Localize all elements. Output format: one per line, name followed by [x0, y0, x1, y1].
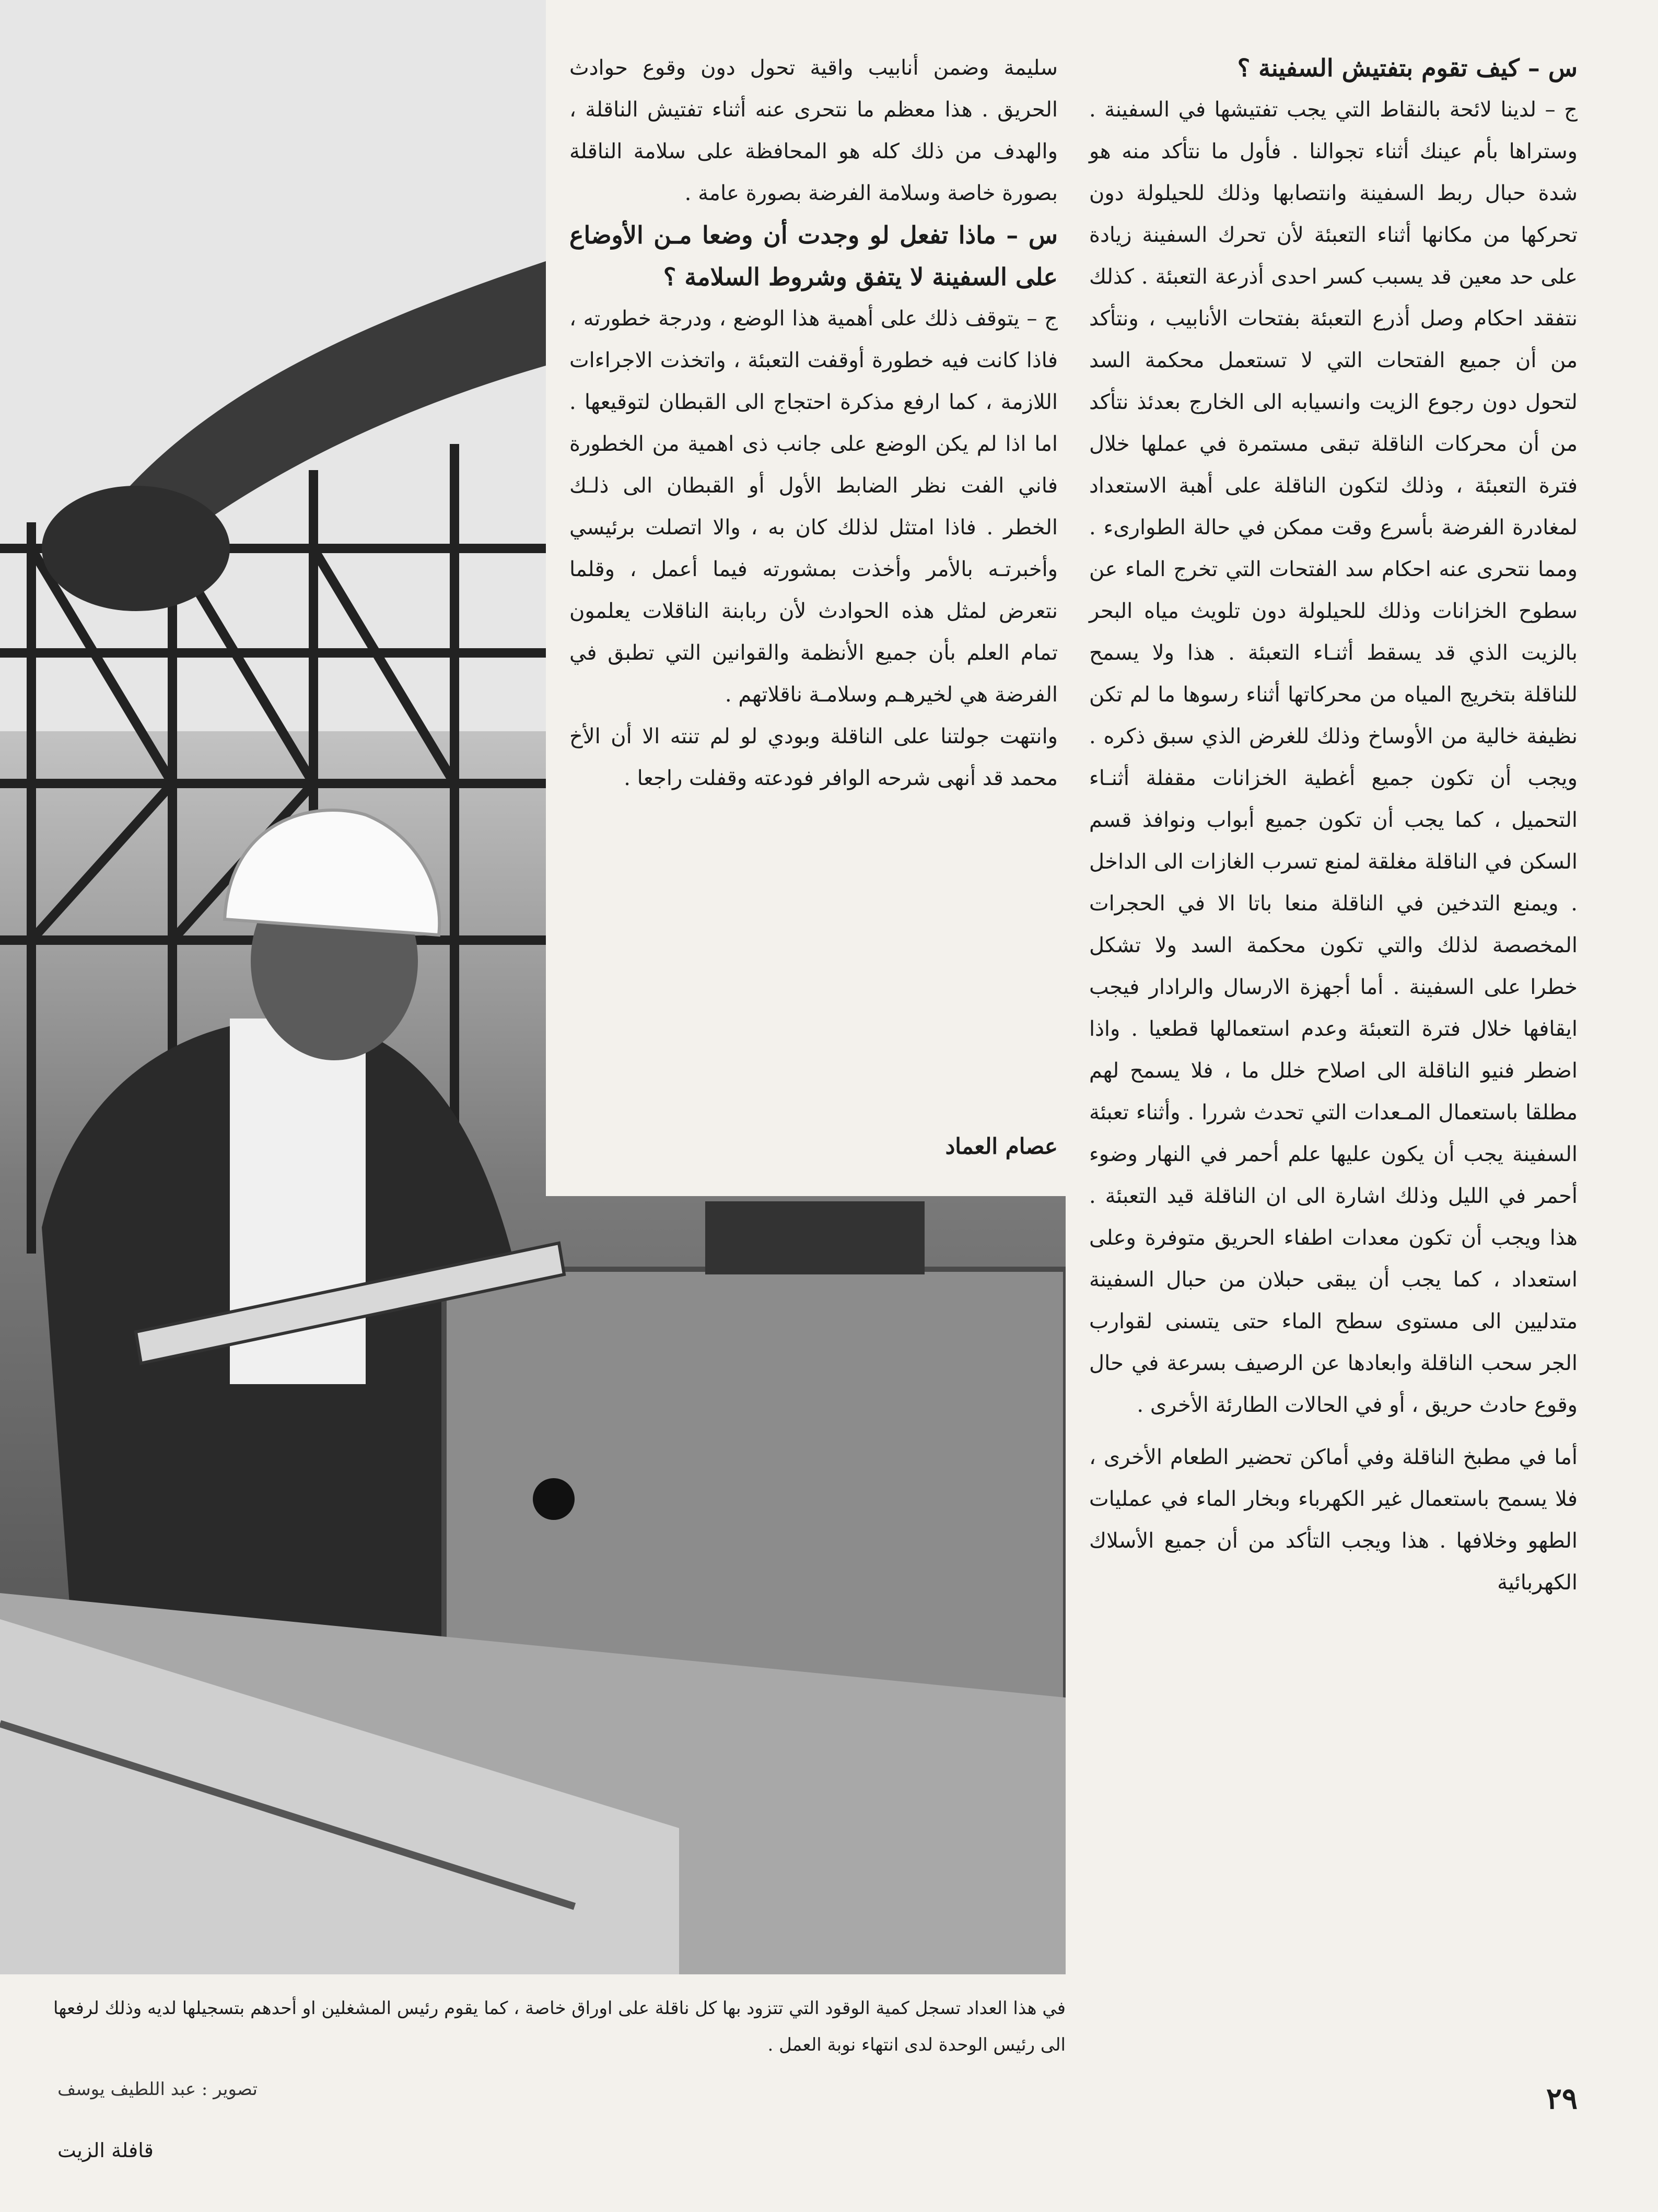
body-paragraph: سليمة وضمن أنابيب واقية تحول دون وقوع حوادث الحريق . هذا معظم ما نتحرى عنه أثناء تفتيش الناقلة ، والهدف من ذلك كله هو المحافظة على سلامة الناقلة بصورة خاصة وسلامة الفرضة بصورة عامة .	[569, 56, 1058, 205]
author-name: عصام العماد	[945, 1133, 1058, 1159]
body-paragraph: أما في مطبخ الناقلة وفي أماكن تحضير الطعام الأخرى ، فلا يسمح باستعمال غير الكهرباء وبخار الماء في عمليات الطهو وخلافها . هذا ويجب التأكد من أن جميع الأسلاك الكهربائية	[1089, 1445, 1578, 1595]
article-column-left	[569, 47, 1058, 799]
photo-caption: في هذا العداد تسجل كمية الوقود التي تتزود بها كل ناقلة على اوراق خاصة ، كما يقوم رئيس المشغلين او أحدهم بتسجيلها لديه وذلك لرفعها الى رئيس الوحدة لدى انتهاء نوبة العمل .	[53, 1998, 1066, 2055]
answer-paragraph: ج – يتوقف ذلك على أهمية هذا الوضع ، ودرجة خطورته ، فاذا كانت فيه خطورة أوقفت التعبئة ، واتخذت الاجراءات اللازمة ، كما ارفع مذكرة احتجاج الى القبطان لتوقيعها . اما اذا لم يكن الوضع على جانب ذى اهمية من الخطورة فاني الفت نظر الضابط الأول أو القبطان الى ذلـك الخطر . فاذا امتثل لذلك كان به ، والا اتصلت برئيسي وأخبرتـه بالأمر وأخذت بمشورته فيما أعمل ، وقلما نتعرض لمثل هذه الحوادث لأن ربابنة الناقلات يعلمون تمام العلم بأن جميع الأنظمة والقوانين التي تطبق في الفرضة هي لخيرهـم وسلامـة ناقلاتهم .	[569, 307, 1058, 707]
answer-paragraph: ج – لدينا لائحة بالنقاط التي يجب تفتيشها في السفينة . وستراها بأم عينك أثناء تجوالنا . فأول ما نتأكد منه هو شدة حبال ربط السفينة وانتصابها وذلك للحيلولة دون تحركها من مكانها أثناء التعبئة لأن تحرك السفينة زيادة على حد معين قد يسبب كسر احدى أذرعة التعبئة . كذلك نتفقد احكام وصل أذرع التعبئة بفتحات الأنابيب ، ونتأكد من أن جميع الفتحات التي لا تستعمل محكمة السد لتحول دون رجوع الزيت وانسيابه الى الخارج بعدئذ نتأكد من أن محركات الناقلة تبقى مستمرة في عملها خلال فترة التعبئة ، وذلك لتكون الناقلة على أهبة الاستعداد لمغادرة الفرضة بأسرع وقت ممكن في حالة الطوارىء . ومما نتحرى عنه احكام سد الفتحات التي تخرج الماء عن سطوح الخزانات وذلك للحيلولة دون تلويث مياه البحر بالزيت الذي قد يسقط أثنـاء التعبئة . هذا ولا يسمح للناقلة بتخريج المياه من محركاتها أثناء رسوها ما لم تكن نظيفة خالية من الأوساخ وذلك للغرض الذي سبق ذكره . ويجب أن تكون جميع أغطية الخزانات مقفلة أثنـاء التحميل ، كما يجب أن تكون جميع أبواب ونوافذ قسم السكن في الناقلة مغلقة لمنع تسرب الغازات الى الداخل . ويمنع التدخين في الناقلة منعا باتا الا في الحجرات المخصصة لذلك والتي تكون محكمة السد ولا تشكل خطرا على السفينة . أما أجهزة الارسال والرادار فيجب ايقافها خلال فترة التعبئة وعدم استعمالها قطعيا . واذا اضطر فنيو الناقلة الى اصلاح خلل ما ، فلا يسمح لهم مطلقا باستعمال المـعدات التي تحدث شررا . وأثناء تعبئة السفينة يجب أن يكون عليها علم أحمر في النهار وضوء أحمر في الليل وذلك اشارة الى ان الناقلة قيد التعبئة . هذا ويجب أن تكون معدات اطفاء الحريق متوفرة وعلى استعداد ، كما يجب أن يبقى حبلان من حبال السفينة متدليين الى مستوى سطح الماء حتى يتسنى لقوارب الجر سحب الناقلة وابعادها عن الرصيف بسرعة في حال وقوع حادث حريق ، أو في الحالات الطارئة الأخرى .	[1089, 98, 1578, 1417]
question-heading: س – كيف تقوم بتفتيش السفينة ؟	[1237, 54, 1578, 82]
article-column-right	[1089, 47, 1578, 1604]
publication-name: قافلة الزيت	[57, 2139, 154, 2162]
photo-credit: تصوير : عبد اللطيف يوسف	[57, 2079, 258, 2100]
page-number: ٢٩	[1546, 2081, 1578, 2116]
closing-paragraph: وانتهت جولتنا على الناقلة وبودي لو لم تنته الا أن الأخ محمد قد أنهى شرحه الوافر فودعته وقفلت راجعا .	[569, 724, 1058, 790]
question-heading: س – ماذا تفعل لو وجدت أن وضعا مـن الأوضاع على السفينة لا يتفق وشروط السلامة ؟	[569, 221, 1058, 291]
